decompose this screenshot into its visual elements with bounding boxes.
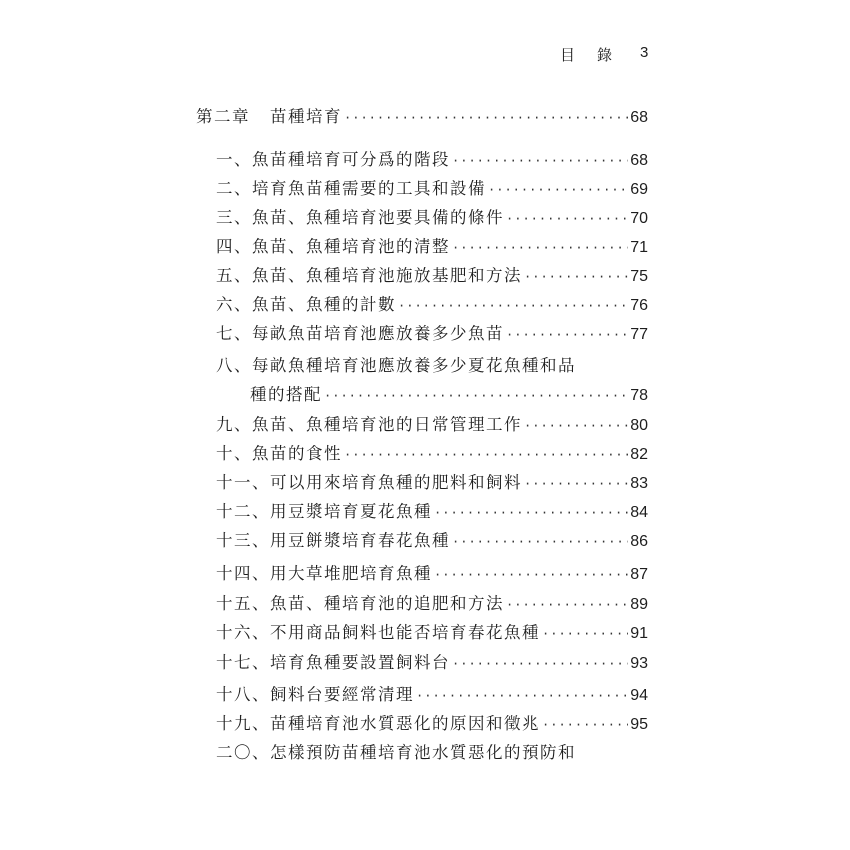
dot-leader: [434, 568, 628, 582]
toc-entry: [216, 649, 648, 673]
dot-leader: [324, 389, 628, 403]
entry-page: 95: [630, 716, 648, 733]
toc-entry: [216, 527, 648, 551]
dot-leader: [542, 718, 628, 732]
entry-label: 六、魚苗、魚種的計數: [216, 295, 396, 314]
toc-entry: [216, 204, 648, 228]
entry-page: 94: [630, 687, 648, 704]
entry-page: 76: [630, 297, 648, 314]
dot-leader: [542, 627, 628, 641]
dot-leader: [344, 448, 628, 462]
dot-leader: [416, 689, 628, 703]
entry-label: 四、魚苗、魚種培育池的清整: [216, 237, 450, 256]
entry-page: 70: [630, 210, 648, 227]
entry-label: 十四、用大草堆肥培育魚種: [216, 564, 432, 583]
entry-page: 78: [630, 387, 648, 404]
entry-label: 二、培育魚苗種需要的工具和設備: [216, 179, 486, 198]
toc-entry: [216, 411, 648, 435]
entry-page: 89: [630, 596, 648, 613]
entry-label: 十一、可以用來培育魚種的肥料和飼料: [216, 473, 522, 492]
header-page-number: 3: [640, 44, 649, 61]
entry-label: 七、每畝魚苗培育池應放養多少魚苗: [216, 324, 504, 343]
entry-page: 91: [630, 625, 648, 642]
entry-label: 十二、用豆漿培育夏花魚種: [216, 502, 432, 521]
entry-label: 十五、魚苗、種培育池的追肥和方法: [216, 594, 504, 613]
chapter-page: 68: [630, 109, 648, 126]
entry-page: 86: [630, 533, 648, 550]
toc-entry: [216, 469, 648, 493]
entry-label: 十八、飼料台要經常清理: [216, 685, 414, 704]
entry-label: 十六、不用商品飼料也能否培育春花魚種: [216, 623, 540, 642]
toc-entry: [216, 352, 648, 376]
dot-leader: [452, 154, 628, 168]
entry-label: 五、魚苗、魚種培育池施放基肥和方法: [216, 266, 522, 285]
toc-entry: [216, 590, 648, 614]
entry-page: 75: [630, 268, 648, 285]
dot-leader: [506, 212, 628, 226]
toc-entry: [216, 560, 648, 584]
dot-leader: [452, 241, 628, 255]
toc-entry: [216, 320, 648, 344]
toc-entry: [216, 619, 648, 643]
toc-entry: [216, 710, 648, 734]
chapter-heading: [196, 103, 648, 127]
entry-label-continuation: 種的搭配: [250, 385, 322, 404]
dot-leader: [344, 111, 628, 125]
dot-leader: [452, 535, 628, 549]
entry-label: 九、魚苗、魚種培育池的日常管理工作: [216, 415, 522, 434]
entry-label: 三、魚苗、魚種培育池要具備的條件: [216, 208, 504, 227]
entry-page: 84: [630, 504, 648, 521]
dot-leader: [506, 598, 628, 612]
toc-entry: [216, 681, 648, 705]
entry-page: 93: [630, 655, 648, 672]
entry-label: 十三、用豆餅漿培育春花魚種: [216, 531, 450, 550]
dot-leader: [434, 506, 628, 520]
toc-entry: [216, 233, 648, 257]
header-title-part1: 目: [560, 46, 576, 64]
running-header: [560, 44, 650, 66]
chapter-title: 苗種培育: [270, 107, 342, 126]
dot-leader: [524, 477, 628, 491]
toc-entry: [216, 291, 648, 315]
toc-entry-continuation: [250, 381, 648, 405]
dot-leader: [452, 657, 628, 671]
entry-page: 82: [630, 446, 648, 463]
entry-label: 十九、苗種培育池水質惡化的原因和徵兆: [216, 714, 540, 733]
entry-page: 80: [630, 417, 648, 434]
toc-entry: [216, 498, 648, 522]
dot-leader: [506, 328, 628, 342]
entry-label: 八、每畝魚種培育池應放養多少夏花魚種和品: [216, 356, 576, 375]
toc-entry: [216, 146, 648, 170]
entry-label: 十七、培育魚種要設置飼料台: [216, 653, 450, 672]
toc-entry: [216, 739, 648, 763]
dot-leader: [488, 183, 628, 197]
toc-entry: [216, 262, 648, 286]
chapter-number: 第二章: [196, 107, 250, 126]
toc-entry: [216, 175, 648, 199]
entry-page: 68: [630, 152, 648, 169]
dot-leader: [524, 270, 628, 284]
entry-label: 二〇、怎樣預防苗種培育池水質惡化的預防和: [216, 743, 576, 762]
entry-label: 一、魚苗種培育可分爲的階段: [216, 150, 450, 169]
entry-page: 71: [630, 239, 648, 256]
dot-leader: [398, 299, 628, 313]
dot-leader: [524, 419, 628, 433]
header-title-part2: 錄: [597, 46, 613, 64]
entry-page: 87: [630, 566, 648, 583]
entry-page: 69: [630, 181, 648, 198]
entry-label: 十、魚苗的食性: [216, 444, 342, 463]
toc-entry: [216, 440, 648, 464]
entry-page: 77: [630, 326, 648, 343]
entry-page: 83: [630, 475, 648, 492]
